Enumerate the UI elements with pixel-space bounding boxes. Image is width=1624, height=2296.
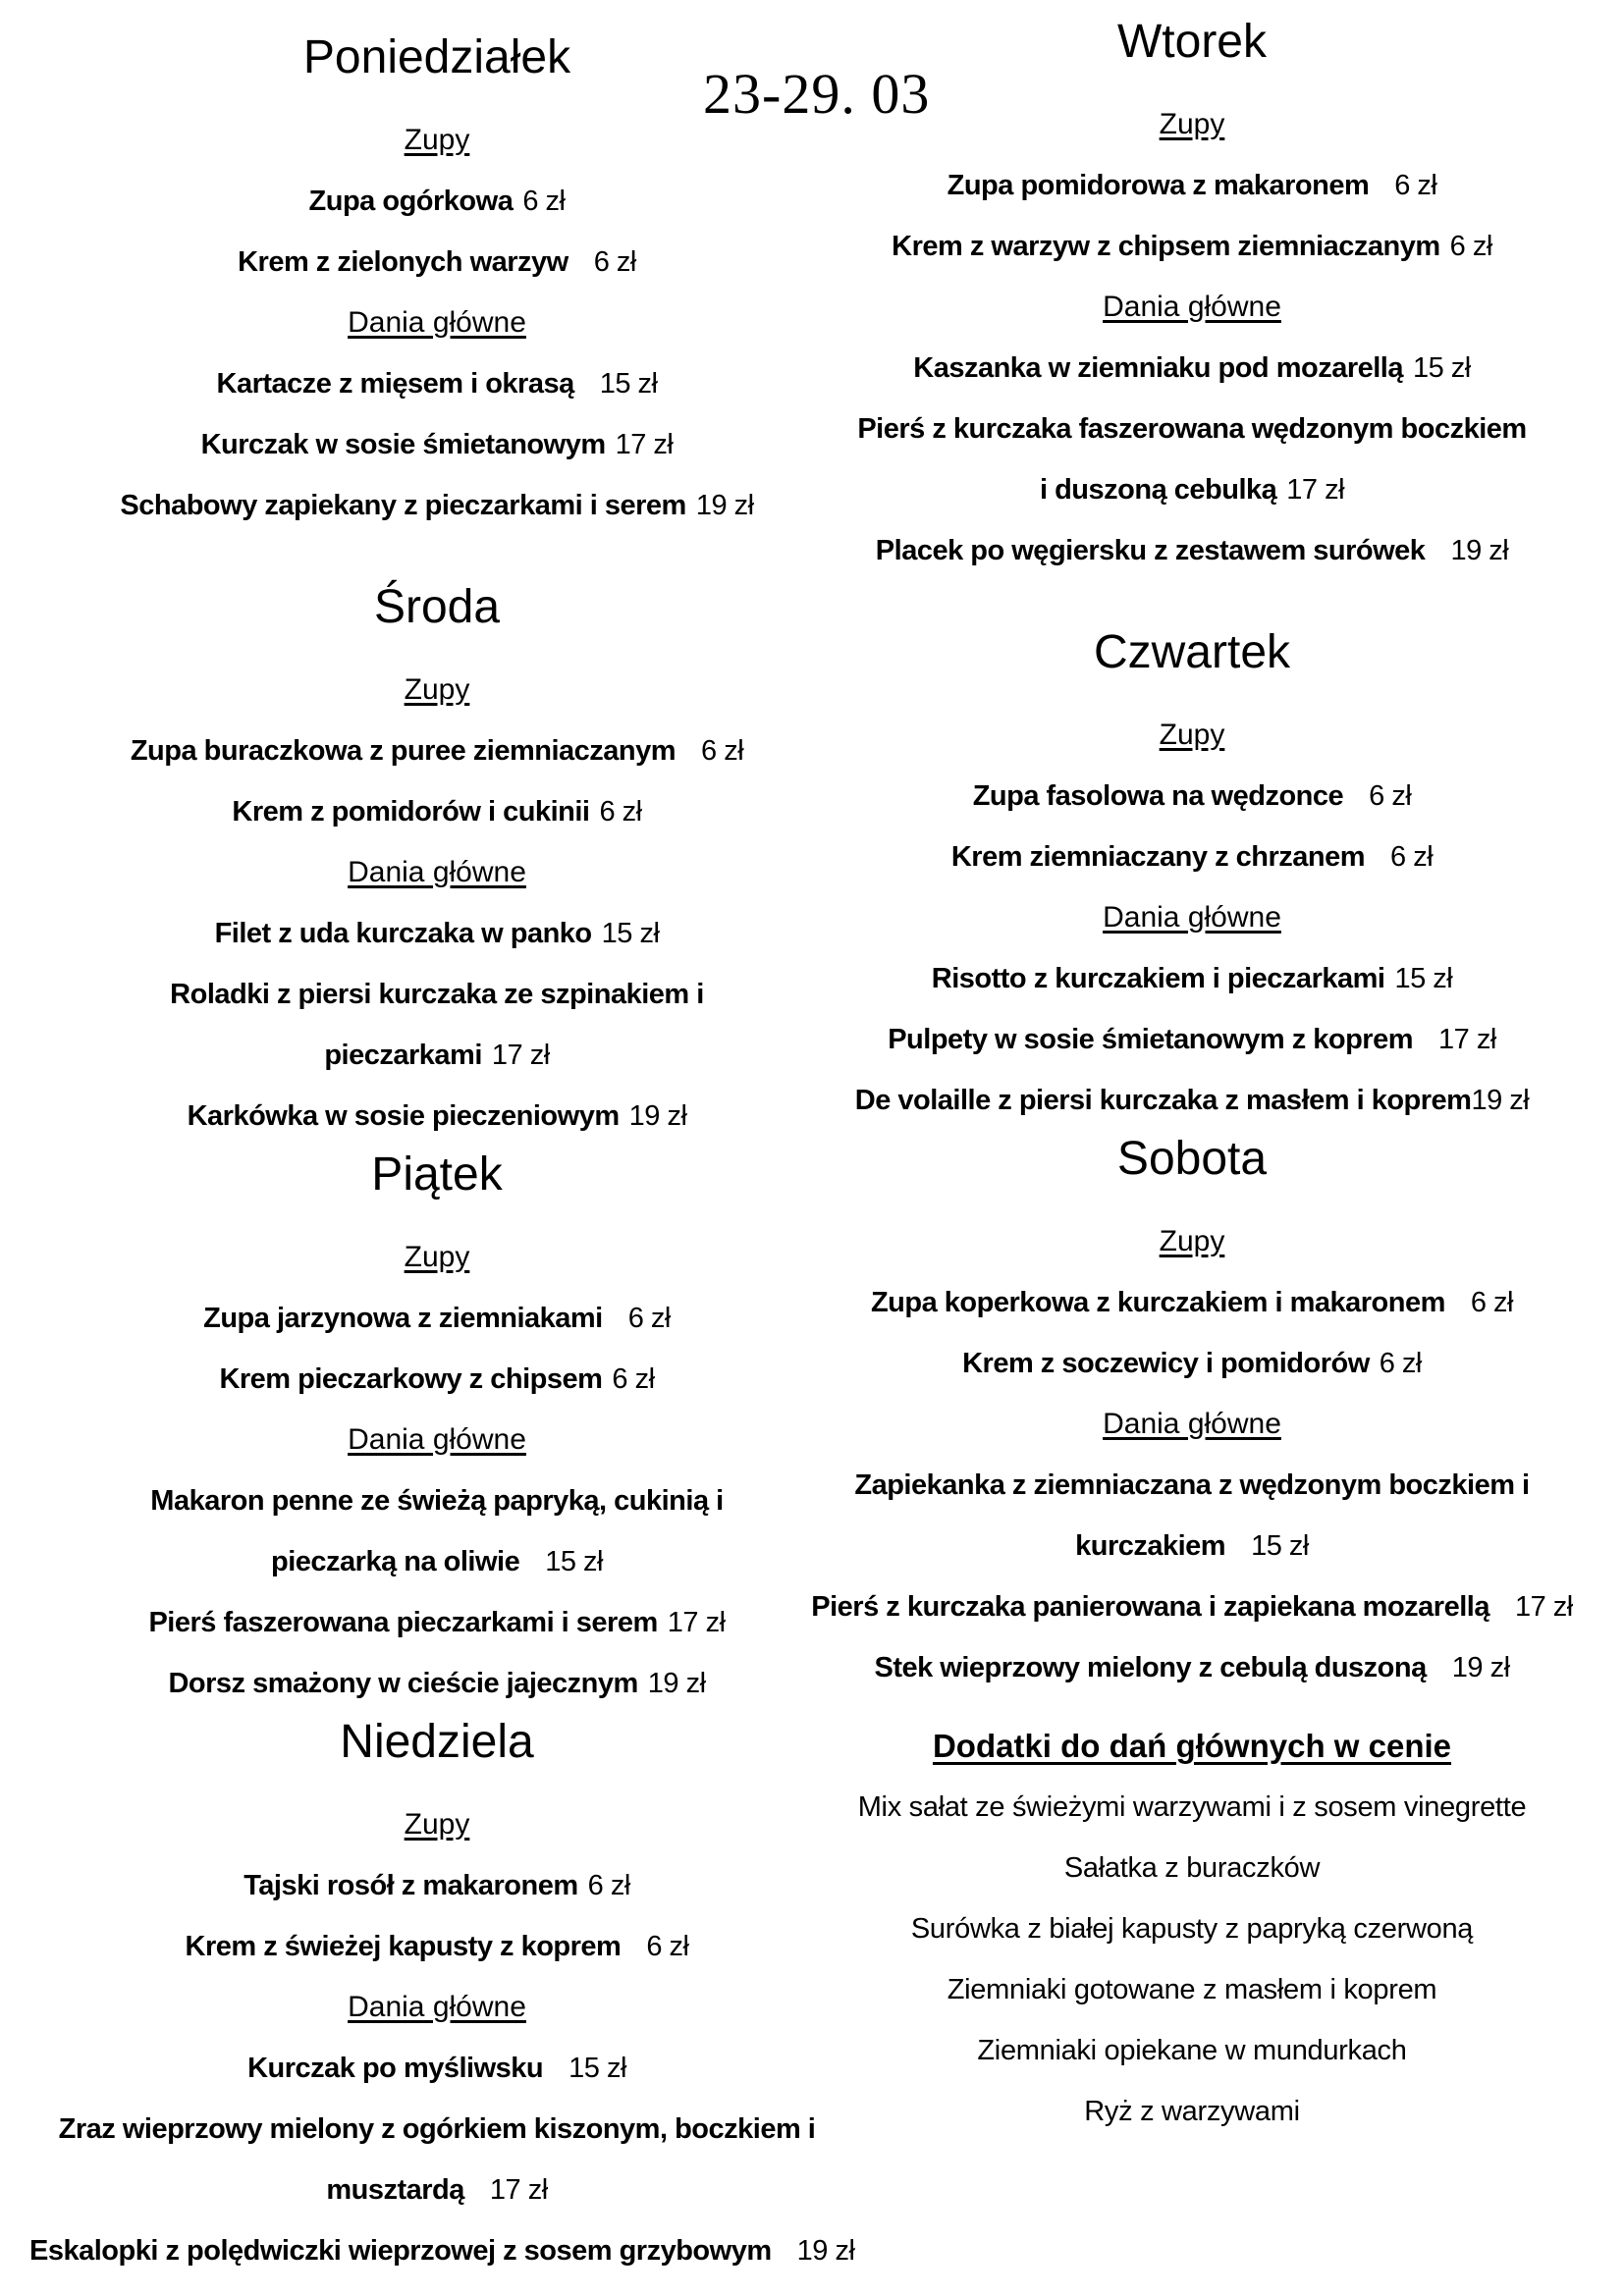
menu-item (29, 1855, 844, 1916)
item-price: 15 zł (1394, 963, 1453, 994)
menu-item (29, 171, 844, 232)
item-name: musztardą (326, 2174, 464, 2206)
day-heading-tuesday: Wtorek (1116, 16, 1267, 68)
section-label-soups: Zupy (1159, 1225, 1225, 1257)
item-name: Makaron penne ze świeżą papryką, cukinią i (150, 1485, 724, 1517)
item-name: Krem z soczewicy i pomidorów (962, 1348, 1370, 1379)
item-name: Eskalopki z polędwiczki wieprzowej z sosem grzybowym (29, 2235, 772, 2267)
item-name: Pulpety w sosie śmietanowym z koprem (888, 1024, 1414, 1055)
item-name: Zupa ogórkowa (308, 186, 514, 217)
menu-item (29, 2099, 844, 2220)
menu-item (785, 1576, 1599, 1637)
menu-item (785, 1009, 1599, 1070)
extras-item: Sałatka z buraczków (1063, 1852, 1321, 1884)
menu-item (785, 1272, 1599, 1333)
menu-item (785, 399, 1599, 520)
item-price: 6 zł (701, 735, 744, 767)
section-label-mains: Dania główne (348, 1423, 526, 1456)
day-heading-monday: Poniedziałek (302, 31, 571, 83)
date-range: 23-29. 03 (703, 62, 931, 126)
menu-item (785, 948, 1599, 1009)
item-name: Dorsz smażony w cieście jajecznym (168, 1668, 638, 1699)
item-name: Zupa pomidorowa z makaronem (947, 170, 1370, 201)
menu-item (29, 232, 844, 293)
item-price: 6 zł (1394, 170, 1437, 201)
menu-item (785, 520, 1599, 581)
item-name: Placek po węgiersku z zestawem surówek (875, 535, 1426, 566)
menu-item (29, 475, 844, 536)
section-label-soups: Zupy (404, 1808, 470, 1841)
menu-item (785, 766, 1599, 827)
item-price: 6 zł (1369, 780, 1412, 812)
item-name: Krem z pomidorów i cukinii (232, 796, 590, 828)
menu-item (29, 1592, 844, 1653)
section-label-mains: Dania główne (1103, 291, 1281, 323)
item-name: Zupa koperkowa z kurczakiem i makaronem (870, 1287, 1445, 1318)
item-name: kurczakiem (1075, 1530, 1226, 1562)
section-label-soups: Zupy (1159, 719, 1225, 751)
item-name: Kurczak w sosie śmietanowym (200, 429, 606, 460)
item-name: pieczarką na oliwie (271, 1546, 520, 1577)
menu-item (785, 827, 1599, 887)
item-price: 6 zł (627, 1303, 671, 1334)
menu-item (29, 2220, 855, 2281)
item-price: 19 zł (695, 490, 754, 521)
item-name: Schabowy zapiekany z pieczarkami i serem (120, 490, 686, 521)
item-price: 6 zł (612, 1363, 655, 1395)
section-label-mains: Dania główne (1103, 1408, 1281, 1440)
extras-heading: Dodatki do dań głównych w cenie (932, 1728, 1452, 1764)
day-heading-saturday: Sobota (1116, 1133, 1268, 1185)
item-price: 19 zł (1450, 535, 1509, 566)
item-price: 17 zł (667, 1607, 726, 1638)
item-name: Zupa fasolowa na wędzonce (972, 780, 1344, 812)
day-heading-friday: Piątek (371, 1148, 503, 1201)
item-name: Pierś z kurczaka faszerowana wędzonym boczkiem (857, 413, 1527, 445)
item-price: 15 zł (568, 2053, 626, 2084)
item-price: 17 zł (615, 429, 674, 460)
menu-item (29, 414, 844, 475)
item-price: 6 zł (593, 246, 636, 278)
menu-item (785, 1455, 1599, 1576)
item-name: Kaszanka w ziemniaku pod mozarellą (913, 352, 1403, 384)
item-name: Krem z świeżej kapusty z koprem (185, 1931, 622, 1962)
item-name: Filet z uda kurczaka w panko (214, 918, 592, 949)
item-name: Kartacze z mięsem i okrasą (216, 368, 574, 400)
menu-item (785, 1637, 1599, 1698)
menu-item (785, 1333, 1599, 1394)
item-name: Krem z zielonych warzyw (238, 246, 568, 278)
item-price: 15 zł (601, 918, 660, 949)
item-name: Karkówka w sosie pieczeniowym (187, 1100, 620, 1132)
section-label-soups: Zupy (404, 673, 470, 706)
menu-item (29, 1470, 844, 1592)
item-price: 6 zł (587, 1870, 630, 1901)
item-price: 17 zł (1286, 474, 1345, 506)
menu-item (29, 1288, 844, 1349)
day-heading-wednesday: Środa (373, 581, 501, 633)
section-label-mains: Dania główne (348, 856, 526, 888)
item-price: 6 zł (1449, 231, 1492, 262)
item-name: De volaille z piersi kurczaka z masłem i koprem (854, 1085, 1472, 1116)
day-heading-sunday: Niedziela (340, 1716, 534, 1768)
item-price: 17 zł (489, 2174, 548, 2206)
item-name: i duszoną cebulką (1039, 474, 1277, 506)
item-name: Zupa jarzynowa z ziemniakami (203, 1303, 603, 1334)
item-name: Stek wieprzowy mielony z cebulą duszoną (874, 1652, 1427, 1683)
item-name: Krem z warzyw z chipsem ziemniaczanym (892, 231, 1440, 262)
menu-item (785, 338, 1599, 399)
item-price: 19 zł (796, 2235, 855, 2267)
item-name: Kurczak po myśliwsku (247, 2053, 544, 2084)
item-price: 15 zł (599, 368, 658, 400)
left-column (29, 0, 855, 2281)
menu-item (785, 155, 1599, 216)
item-name: Risotto z kurczakiem i pieczarkami (931, 963, 1385, 994)
item-price: 15 zł (1412, 352, 1471, 384)
menu-item (29, 353, 844, 414)
menu-item (29, 781, 844, 842)
item-price: 17 zł (491, 1040, 550, 1071)
item-price: 6 zł (599, 796, 642, 828)
item-price: 15 zł (1251, 1530, 1309, 1562)
item-name: Tajski rosół z makaronem (244, 1870, 578, 1901)
section-label-soups: Zupy (1159, 108, 1225, 140)
item-name: Zraz wieprzowy mielony z ogórkiem kiszonym, boczkiem i (58, 2113, 816, 2145)
menu-item (29, 1349, 844, 1410)
menu-item (29, 964, 844, 1086)
day-heading-thursday: Czwartek (1093, 626, 1291, 678)
extras-item: Mix sałat ze świeżymi warzywami i z sosem vinegrette (857, 1791, 1527, 1823)
extras-item: Ziemniaki gotowane z masłem i koprem (947, 1974, 1437, 2005)
section-label-mains: Dania główne (348, 1991, 526, 2023)
menu-item (29, 721, 844, 781)
item-price: 19 zł (1451, 1652, 1510, 1683)
item-price: 19 zł (628, 1100, 687, 1132)
item-price: 17 zł (1514, 1591, 1573, 1623)
item-name: Roladki z piersi kurczaka ze szpinakiem i (170, 979, 704, 1010)
item-price: 6 zł (1470, 1287, 1514, 1318)
item-price: 15 zł (545, 1546, 603, 1577)
item-price: 6 zł (1390, 841, 1434, 873)
item-name: Pierś z kurczaka panierowana i zapiekana mozarellą (811, 1591, 1489, 1623)
menu-item (29, 903, 844, 964)
section-label-soups: Zupy (404, 124, 470, 156)
extras-item: Surówka z białej kapusty z papryką czerwoną (910, 1913, 1474, 1945)
section-label-mains: Dania główne (1103, 901, 1281, 934)
menu-item (29, 1916, 844, 1977)
item-name: Krem pieczarkowy z chipsem (219, 1363, 603, 1395)
section-label-soups: Zupy (404, 1241, 470, 1273)
item-name: Zupa buraczkowa z puree ziemniaczanym (130, 735, 677, 767)
extras-item: Ryż z warzywami (1084, 2096, 1300, 2127)
item-name: Zapiekanka z ziemniaczana z wędzonym boczkiem i (854, 1469, 1530, 1501)
menu-item (29, 2038, 844, 2099)
item-name: Pierś faszerowana pieczarkami i serem (148, 1607, 658, 1638)
right-column (785, 0, 1599, 2142)
item-name: Krem ziemniaczany z chrzanem (950, 841, 1366, 873)
menu-item (785, 216, 1599, 277)
item-price: 19 zł (647, 1668, 706, 1699)
item-name: pieczarkami (324, 1040, 482, 1071)
extras-item: Ziemniaki opiekane w mundurkach (977, 2035, 1407, 2066)
item-price: 17 zł (1438, 1024, 1496, 1055)
section-label-mains: Dania główne (348, 306, 526, 339)
item-price: 6 zł (1379, 1348, 1422, 1379)
item-price: 6 zł (522, 186, 566, 217)
item-price: 6 zł (646, 1931, 689, 1962)
item-price: 19 zł (1471, 1085, 1530, 1116)
